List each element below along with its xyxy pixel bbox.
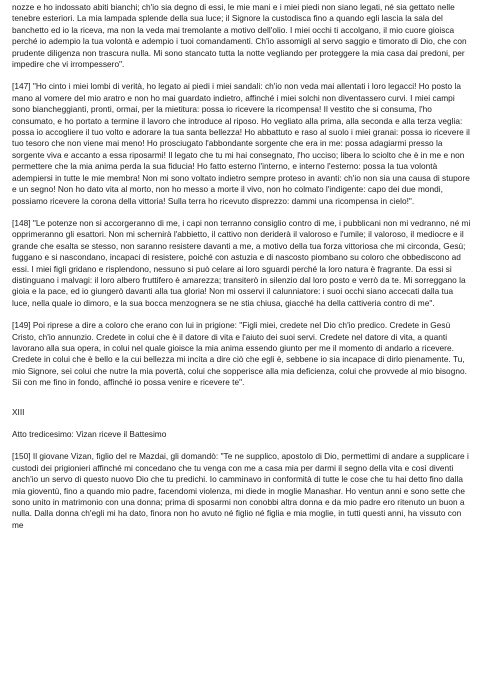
paragraph-147: [147] "Ho cinto i miei lombi di verità, ho legato ai piedi i miei sandali: ch'io non veda mai allentati i loro legacci! Ho posto la mano al vomere del mio aratro e non ho mai guardato indietro, affinché i miei solchi non diventassero curvi. I miei campi sono biancheggianti, pronti, ormai, per la mietitura: possa io ricevere la ricompensa! Il vestito che si consuma, l'ho consumato, e ho portato a termine il lavoro che introduce al riposo. Ho vegliato alla prima, alla seconda e alla terza veglia: possa io accogliere il tuo volto e adorare la tua santa bellezza! Ho abbattuto e raso al suolo i miei granai: possa io ricevere il tuo tesoro che non viene mai meno! Ho prosciugato l'abbondante sorgente che era in me: possa adagiarmi presso la sorgente viva e accanto a essa riposarmi! Il legato che tu mi hai consegnato, l'ho ucciso; libera lo sciolto che è in me e non permettere che la mia anima perda la sua fiducia! Ho fatto esterno l'interno, e interno l'esterno: possa la tua volontà adempiersi in tutte le mie membra! Non mi sono voltato indietro sempre proteso in avanti: ch'io non sia una causa di stupore e un segno! Non ho dato vita al morto, non ho messo a morte il vivo, non ho colmato l'indigente: capo dei due mondi, possiamo ricevere la corona della vittoria! Sulla terra ho ricevuto disprezzo: dammi una ricompensa in cielo!". [12, 81, 470, 206]
paragraph-149: [149] Poi riprese a dire a coloro che erano con lui in prigione: "Figli miei, credete nel Dio ch'io predico. Credete in Gesù Cristo, ch'io annunzio. Credete in colui che è il datore di vita e l'aiuto dei suoi servi. Credete nel datore di vita, a quanti lavorano alla sua opera, in colui nel quale gioisce la mia anima essendo giunto per me il momento di andarlo a ricevere. Credete in colui che è bello e la cui bellezza mi incita a dire ciò che egli è, sebbene io sia incapace di dirlo pienamente. Tu, mio Signore, sei colui che nutre la mia povertà, colui che sopperisce alla mia deficienza, colui che provvede al mio bisogno. Sii con me fino in fondo, affinché io possa venire e ricevere te". [12, 320, 467, 388]
paragraph-146-end: nozze e ho indossato abiti bianchi; ch'io sia degno di essi, le mie mani e i miei piedi non siano legati, né sia gettato nelle tenebre esteriori. La mia lampada splende della sua luce; il Signore la custodisca fino a quando egli lascia la sala del banchetto ed io la riceva, ma non la veda mai tremolante a motivo dell'olio. I miei occhi ti accolgano, il mio cuore gioisca perché io adempio la tua volontà e adempio i tuoi comandamenti. Ch'io assomigli al servo saggio e timorato di Dio, che con prudente diligenza non trascura nulla. Mi sono stancato tutta la notte vegliando per proteggere la mia casa dai predoni, per impedire che vi irrompessero". [12, 2, 467, 70]
paragraph-150: [150] Il giovane Vizan, figlio del re Mazdai, gli domandò: "Te ne supplico, apostolo di Dio, permettimi di andare a supplicare i custodi dei prigionieri affinché mi concedano che tu venga con me a casa mia per darmi il segno della vita e così diventi anch'io un servo di questo nuovo Dio che tu predichi. Io camminavo in conformità di tutte le cose che tu hai detto fino dalla mia gioventù, fino a quando mio padre, facendomi violenza, mi diede in moglie Manashar. Ho ventun anni e sono sette che sono unito in matrimonio con una donna; prima di sposarmi non conobbi altra donna e da mio padre ero ritenuto un buon a nulla. Dalla donna ch'egli mi ha dato, finora non ho avuto né figlio né figlia e mia moglie, in tutti questi anni, ha vissuto con me [12, 451, 469, 530]
chapter-title: Atto tredicesimo: Vizan riceve il Battesimo [12, 429, 167, 439]
chapter-number: XIII [12, 406, 25, 417]
paragraph-148: [148] "Le potenze non si accorgeranno di me, i capi non terranno consiglio contro di me, i pubblicani non mi vedranno, né mi opprimeranno gli esattori. Non mi schernirà l'abbietto, il cattivo non deriderà il valoroso e l'umile; il valoroso, il mediocre e il grande che esalta se stesso, non saranno resistere davanti a me, a motivo della tua forza vittoriosa che mi circonda, Gesù; fuggano e si nascondano, incapaci di resistere, poiché con astuzia e di nascosto piombano su coloro che obbediscono ad essi. I miei figli gridano e risplendono, nessuno si può celare ai loro sguardi perché la loro natura è fragrante. Da essi si distinguano i malvagi: il loro albero fruttifero è amarezza; transiterò in silenzio dal loro posto e verrò da te. Mi sorreggano la gioia e la pace, ed io giungerò davanti alla tua gloria! Non mi osservi il calunniatore: i suoi occhi siano accecati dalla tua luce, nella quale io dimoro, e la sua bocca menzognera se ne stia chiusa, giacché ha della cattiveria contro di me". [12, 217, 471, 308]
